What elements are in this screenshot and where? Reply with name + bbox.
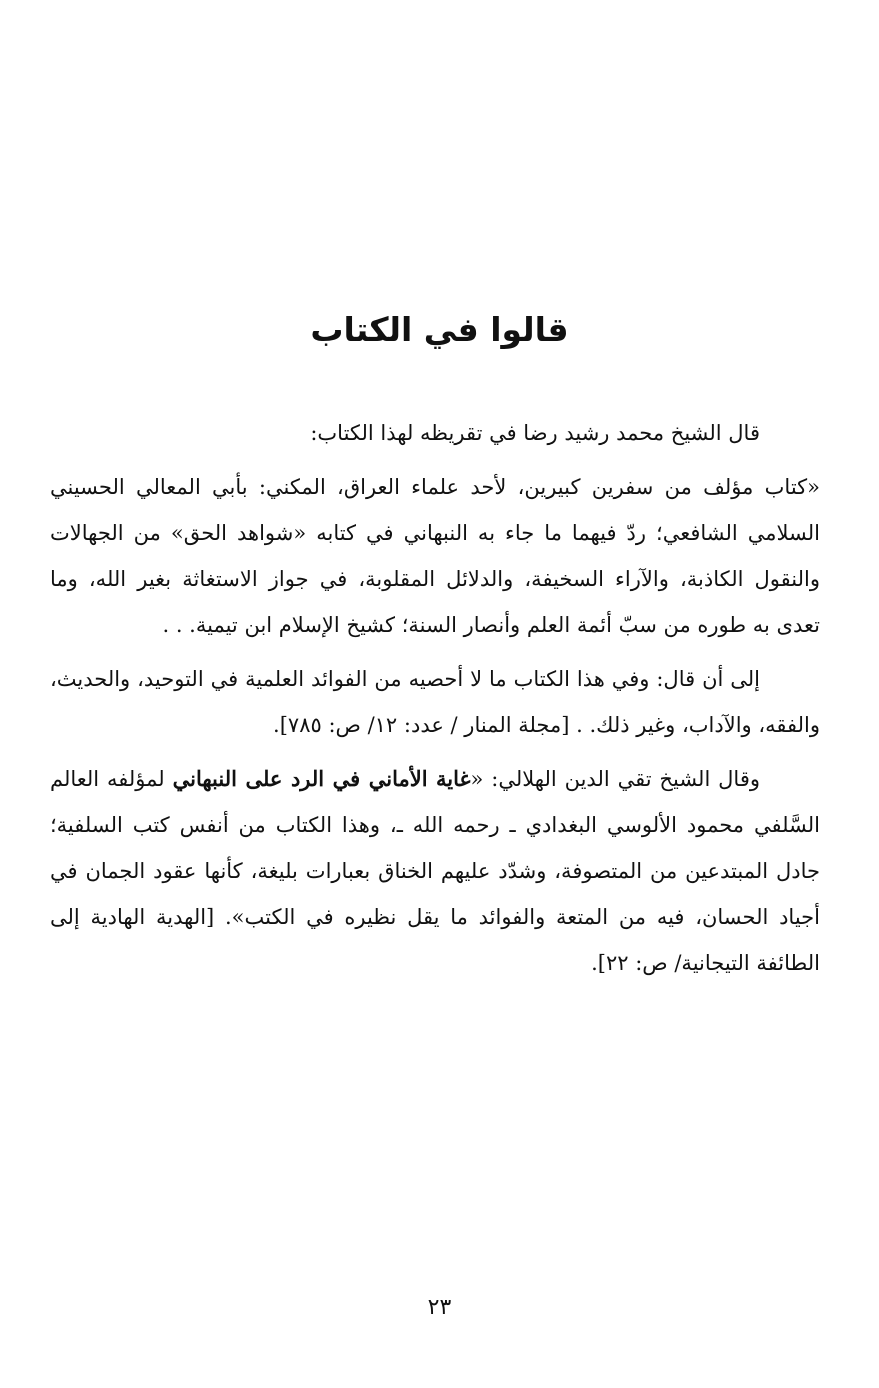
quote-paragraph-1: «كتاب مؤلف من سفرين كبيرين، لأحد علماء العراق، المكني: بأبي المعالي الحسيني السلامي الشافعي؛ ردّ فيهما ما جاء به النبهاني في كتابه «شواهد الحق» من الجهالات والنقول الكاذبة، والآراء السخيفة، والدلائل المقلوبة، في جواز الاستغاثة بغير الله، وما تعدى به طوره من سبّ أئمة العلم وأنصار السنة؛ كشيخ الإسلام ابن تيمية. . . [50, 475, 820, 637]
quote-paragraph-2: إلى أن قال: وفي هذا الكتاب ما لا أحصيه من الفوائد العلمية في التوحيد، والحديث، والفقه، والآداب، وغير ذلك. . [مجلة المنار / عدد: ١٢/ ص: ٧٨٥]. [50, 667, 820, 737]
intro-line: قال الشيخ محمد رشيد رضا في تقريظه لهذا الكتاب: [310, 421, 760, 445]
hilali-paragraph [50, 756, 820, 986]
hilali-rest: لمؤلفه العالم السَّلفي محمود الألوسي البغدادي ـ رحمه الله ـ، وهذا الكتاب من أنفس كتب السلفية؛ جادل المبتدعين من المتصوفة، وشدّد عليهم الخناق بعبارات بليغة، كأنها عقود الجمان في أجياد الحسان، فيه من المتعة والفوائد ما يقل نظيره في الكتب». [الهدية الهادية إلى الطائفة التيجانية/ ص: ٢٢]. [50, 767, 820, 975]
body-text [50, 410, 820, 994]
page-number: ٢٣ [427, 1295, 452, 1320]
hilali-lead: وقال الشيخ تقي الدين الهلالي: « [470, 767, 761, 791]
page-title: قالوا في الكتاب [310, 310, 569, 349]
book-title-bold: غاية الأماني في الرد على النبهاني [172, 766, 471, 791]
